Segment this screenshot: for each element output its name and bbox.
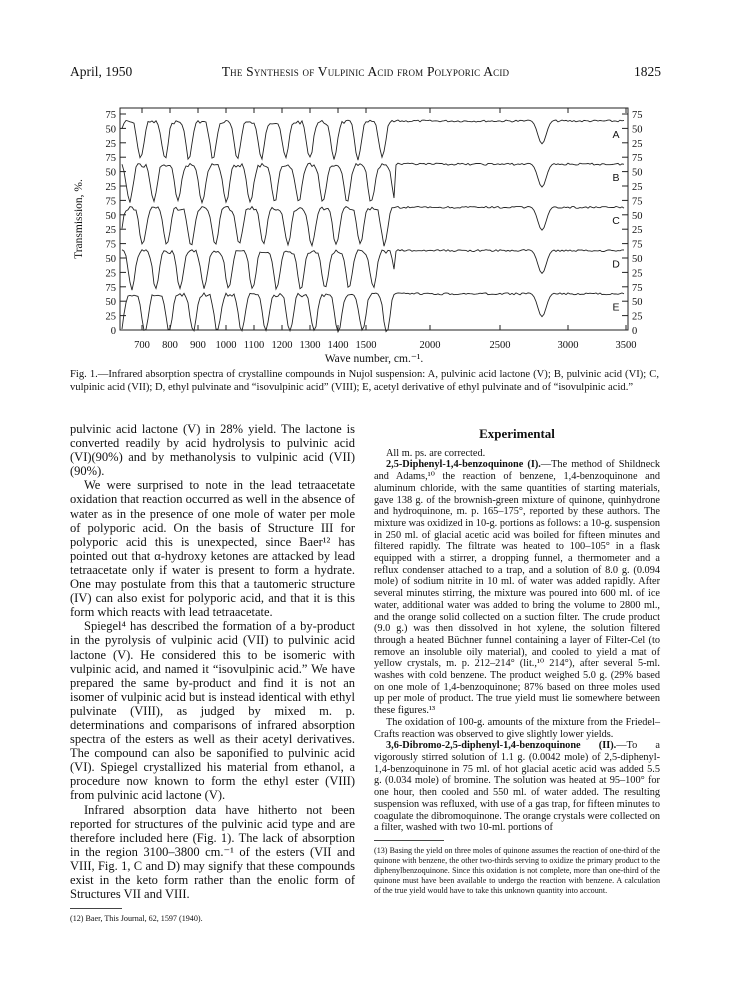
y-tick-label: 75 [105, 282, 116, 294]
y-tick-label: 25 [105, 268, 116, 280]
y-tick-label: 25 [105, 182, 116, 193]
right-column [374, 422, 660, 896]
paragraph-text: —The method of Shildneck and Adams,¹⁰ the reaction of benzene, 1,4-benzoquinone and aluminum chloride, with the same quantities of starting materials, gave 138 g. of the brownish-green mixture of quinone, quinhydrone and hydroquinone, m. p. 165–175°, reported by these authors. The mixture was oxidized in 10-g. portions as follows: a 10-g. suspension in 250 ml. of glacial acetic acid was boiled for fifteen minutes and filtered rapidly. The filtrate was heated to 100–105° in a flask equipped with a stirrer, a dropping funnel, a thermometer and a reflux condenser attached to a trap, and a solution of 8.0 g. (0.094 mole) of sodium nitrite in 10 ml. of water was added rapidly. After several minutes stirring, the mixture was poured into 600 ml. of ice water, additional water was added to bring the volume to 2800 ml., and the orange solid collected on a suction filter. The crude product (9.0 g.) was then dissolved in hot xylene, the solution filtered through a heated Büchner funnel containing a layer of Filter-Cel (to remove an insoluble oily material), and cooled to yield a mat of yellow crystals, m. p. 212–214° (lit.,¹⁰ 214°), after several 5-ml. washes with cold benzene. The product weighed 5.0 g. (29% based on one mole of 1,4-benzoquinone; 87% based on three moles used up per mole of product. The true yield must lie somewhere between these figures.¹³ [374, 459, 660, 717]
y-tick-label: 75 [632, 239, 643, 251]
y-tick-label: 50 [105, 297, 116, 309]
y-tick-label: 25 [632, 225, 643, 237]
y-tick-label: 25 [105, 311, 116, 323]
section-heading: Experimental [479, 426, 555, 441]
y-tick-label: 50 [105, 210, 116, 222]
x-tick-label: 900 [190, 340, 206, 351]
compound-heading: 2,5-Diphenyl-1,4-benzoquinone (I). [386, 459, 541, 471]
y-tick-label: 25 [632, 182, 643, 193]
y-tick-label: 0 [110, 326, 116, 337]
y-tick-label: 75 [632, 153, 643, 165]
y-tick-label: 75 [632, 110, 643, 121]
x-tick-label: 700 [134, 340, 150, 351]
x-tick-label: 2500 [489, 340, 511, 351]
figure-caption: Fig. 1.—Infrared absorption spectra of crystalline compounds in Nujol suspension: A, pulvinic acid lactone (V); B, pulvinic acid (VI); C, vulpinic acid (VII); D, ethyl pulvinate and “isovulpinic acid” (VIII); E, acetyl derivative of ethyl pulvinate and of “isovulpinic acid.” [70, 369, 659, 394]
y-tick-label: 25 [105, 225, 116, 237]
paragraph: Spiegel⁴ has described the formation of a by-product in the pyrolysis of vulpinic acid (VII) to pulvinic acid lactone (V). He considered this to be isomeric with vulpinic acid, and named it “isovulpinic acid.” We have prepared the same by-product and find it is not an isomer of vulpinic acid but is instead identical with ethyl pulvinate (VIII), as judged by mixed m. p. determinations and comparisons of infrared absorption spectra of the esters as well as their acetyl derivatives. The compound can also be saponified to pulvinic acid (VI). Spiegel crystallized his material from ethanol, a procedure now known to form the ethyl ester (VIII) from pulvinic acid lactone (V). [70, 619, 355, 803]
y-tick-label: 50 [632, 210, 643, 222]
curve-label: E [612, 301, 620, 314]
footnote-12: (12) Baer, This Journal, 62, 1597 (1940). [70, 914, 203, 924]
curve-label: A [612, 128, 620, 141]
paragraph [374, 740, 660, 834]
x-tick-label: 1200 [271, 340, 293, 351]
y-tick-label: 75 [105, 153, 116, 165]
x-tick-label: 3500 [615, 340, 637, 351]
x-tick-label: 1500 [355, 340, 377, 351]
x-tick-label: 1000 [215, 340, 237, 351]
x-tick-label: 2000 [419, 340, 441, 351]
x-tick-label: 1400 [327, 340, 349, 351]
spectrum-curve [122, 206, 624, 246]
paragraph: All m. ps. are corrected. [386, 447, 486, 459]
curve-label: D [612, 258, 620, 271]
curve-label: C [612, 215, 620, 228]
x-tick-label: 3000 [557, 340, 579, 351]
y-tick-label: 50 [632, 167, 643, 179]
left-column [70, 422, 355, 924]
footnote-13: (13) Basing the yield on three moles of quinone assumes the reaction of one-third of the quinone with benzene, the other two-thirds serving to oxidize the primary product to the diphenylbenzoquinone. Since this oxidation is not complete, more than one-third of the quinone must have been available to undergo the reaction with benzene. A calculation of the true yield would have to take this unknown quantity into account. [374, 845, 660, 895]
y-tick-label: 0 [632, 326, 638, 337]
compound-heading: 3,6-Dibromo-2,5-diphenyl-1,4-benzoquinone (II). [386, 740, 617, 752]
y-tick-label: 75 [105, 196, 116, 208]
header-title: The Synthesis of Vulpinic Acid from Polyporic Acid [221, 64, 510, 79]
footnote-rule [374, 840, 444, 841]
y-tick-label: 50 [632, 124, 643, 136]
y-tick-label: 25 [632, 138, 643, 150]
y-tick-label: 50 [105, 124, 116, 136]
x-axis-label: Wave number, cm.⁻¹. [324, 353, 424, 365]
spectrum-curve [122, 250, 624, 291]
spectrum-curve [122, 163, 624, 203]
y-tick-label: 75 [632, 282, 643, 294]
x-tick-label: 1300 [299, 340, 321, 351]
y-tick-label: 75 [632, 196, 643, 208]
paragraph: Infrared absorption data have hitherto not been reported for structures of the pulvinic acid type and are therefore included here (Fig. 1). The lack of absorption in the region 3100–3800 cm.⁻¹ of the esters (VII and VIII, Fig. 1, C and D) may signify that these compounds exist in the keto form rather than the enolic form of Structures VII and VIII. [70, 802, 355, 902]
x-tick-label: 1100 [243, 340, 265, 351]
spectrum-curve [122, 293, 624, 332]
y-tick-label: 25 [105, 138, 116, 150]
y-tick-label: 25 [632, 268, 643, 280]
y-axis-label: Transmission, %. [73, 179, 85, 259]
paragraph: The oxidation of 100-g. amounts of the mixture from the Friedel–Crafts reaction was observed to give slightly lower yields. [374, 716, 660, 740]
y-tick-label: 50 [632, 254, 643, 265]
header-date: April, 1950 [70, 64, 133, 79]
footnote-rule [70, 908, 122, 909]
y-tick-label: 50 [105, 254, 116, 265]
curve-label: B [612, 171, 620, 184]
x-tick-label: 800 [162, 340, 178, 351]
spectrum-curve [122, 120, 624, 160]
y-tick-label: 25 [632, 311, 643, 323]
paragraph: pulvinic acid lactone (V) in 28% yield. The lactone is converted readily by acid hydrolysis to pulvinic acid (VI)(90%) and by methanolysis to vulpinic acid (VII) (90%). [70, 422, 355, 479]
paragraph-text: —To a vigorously stirred solution of 1.1 g. (0.0042 mole) of 2,5-diphenyl-1,4-benzoquinone in 75 ml. of hot glacial acetic acid was added 5.5 g. (0.034 mole) of bromine. The solution was heated at 95–100° for one hour, then cooled and 550 ml. of water added. The resulting suspension was refluxed, with use of a gas trap, for fifteen minutes to coagulate the dibromoquinone. The orange crystals were collected on a filter, washed with two 10-ml. portions of [374, 740, 661, 834]
y-tick-label: 50 [632, 297, 643, 309]
paragraph: We were surprised to note in the lead tetraacetate oxidation that reaction occurred as well in the absence of water as in the presence of one mole of water per mole of polyporic acid. On the basis of Structure III for polyporic acid this is unexpected, since Baer¹² has pointed out that α-hydroxy ketones are attacked by lead tetraacetate only if water is present to form a hydrate. One may postulate from this that a tautomeric structure (IV) can also exist for polyporic acid, and that it is this form which reacts with lead tetraacetate. [70, 478, 355, 620]
y-tick-label: 75 [105, 110, 116, 121]
paragraph [374, 459, 660, 716]
ir-spectra-figure [56, 96, 676, 366]
running-header [70, 64, 661, 82]
y-tick-label: 75 [105, 239, 116, 251]
y-tick-label: 50 [105, 167, 116, 179]
header-page-number: 1825 [634, 64, 661, 79]
